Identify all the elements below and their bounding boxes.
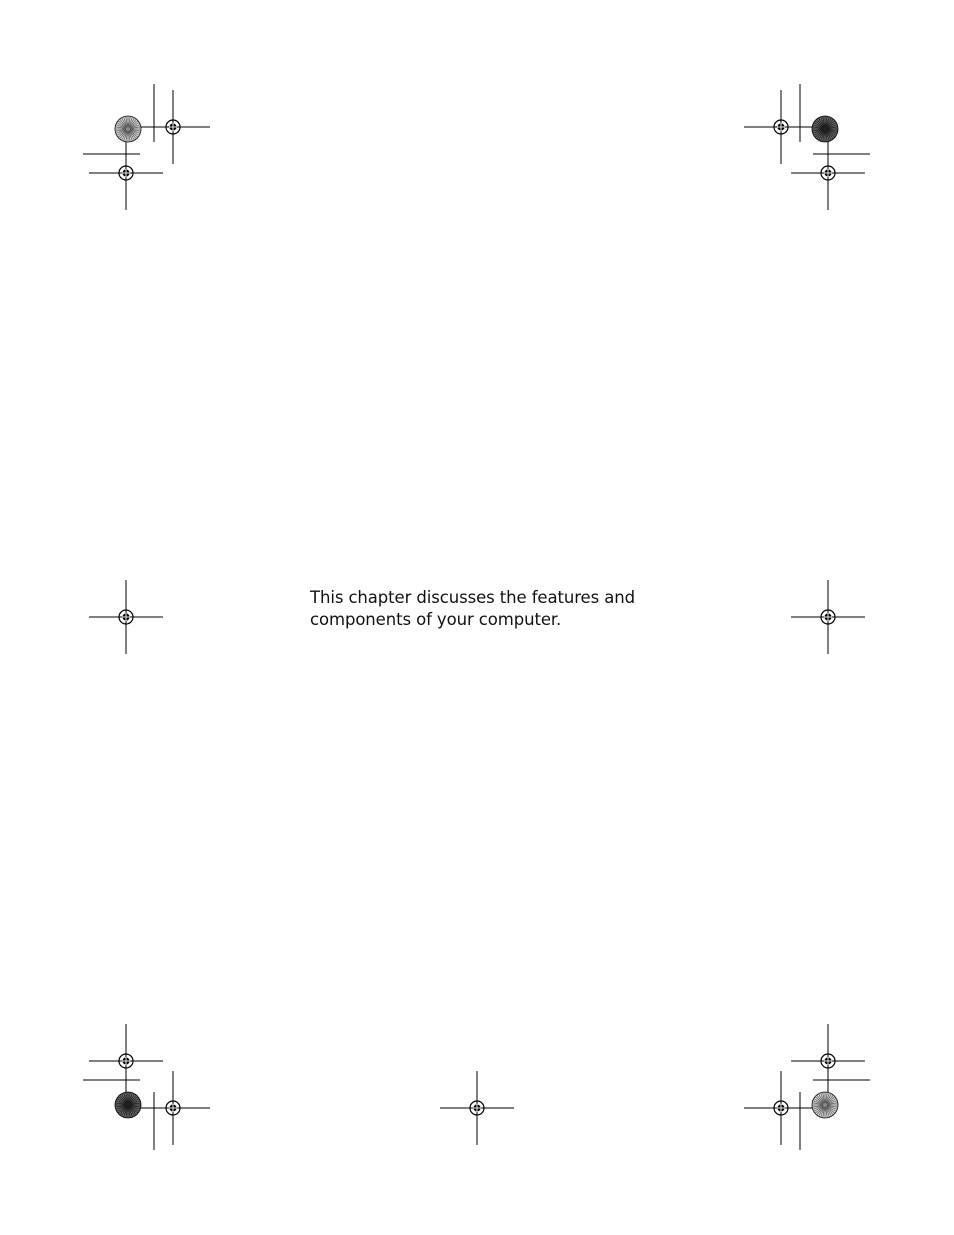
chapter-intro-text bbox=[310, 587, 690, 631]
registration-mark-icon bbox=[791, 1024, 865, 1098]
registration-mark-icon bbox=[744, 90, 818, 164]
color-bar-wheel-icon bbox=[812, 116, 838, 142]
registration-mark-icon bbox=[791, 136, 865, 210]
color-bar-wheel-icon bbox=[115, 1092, 141, 1118]
registration-mark-icon bbox=[89, 136, 163, 210]
registration-mark-icon bbox=[744, 1071, 818, 1145]
color-bar-wheel-icon bbox=[812, 1092, 838, 1118]
intro-line-2: components of your computer. bbox=[310, 610, 562, 629]
registration-mark-icon bbox=[136, 90, 210, 164]
registration-mark-icon bbox=[89, 1024, 163, 1098]
registration-mark-icon bbox=[791, 580, 865, 654]
registration-mark-icon bbox=[136, 1071, 210, 1145]
color-bar-wheel-icon bbox=[115, 116, 141, 142]
registration-mark-icon bbox=[440, 1071, 514, 1145]
registration-mark-icon bbox=[89, 580, 163, 654]
intro-line-1: This chapter discusses the features and bbox=[310, 588, 635, 607]
